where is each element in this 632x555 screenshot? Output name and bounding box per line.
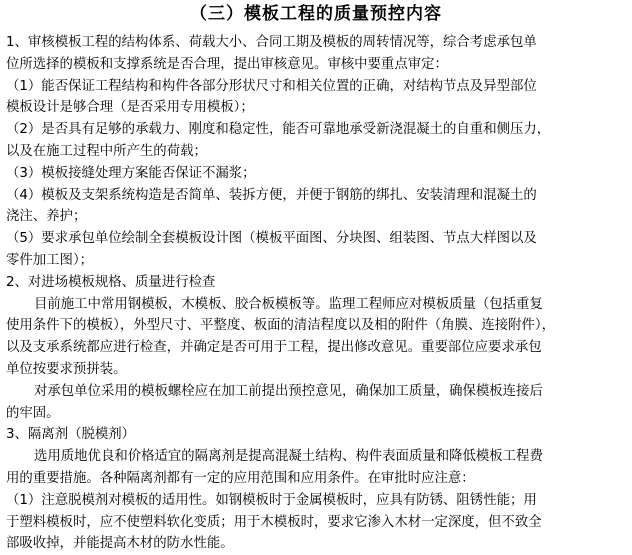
text-line: （2）是否具有足够的承载力、刚度和稳定性，能否可靠地承受新浇混凝土的自重和侧压力， [6, 122, 551, 138]
text-line: 1、审核模板工程的结构体系、荷载大小、合同工期及模板的周转情况等，综合考虑承包单 [6, 35, 537, 50]
text-line: （5）要求承包单位绘制全套模板设计图（模板平面图、分块图、组装图、节点大样图以及 [6, 231, 537, 247]
text-line: （1）能否保证工程结构和构件各部分形状尺寸和相关位置的正确，对结构节点及异型部位 [6, 78, 537, 94]
text-line: （4）模板及支架系统构造是否简单、装拆方便，并便于钢筋的绑扎、安装清理和混凝土的 [6, 187, 537, 203]
text-line: 浇注、养护； [6, 209, 87, 225]
text-line: 目前施工中常用钢模板，木模板、胶合板模板等。监理工程师应对模板质量（包括重复 [34, 296, 543, 312]
text-line: 单位按要求预拼装。 [6, 361, 127, 377]
text-line: 以及支承系统都应进行检查，并确定是否可用于工程，提出修改意见。重要部位应要求承包 [6, 340, 542, 356]
text-line: 于塑料模板时，应不使塑料软化变质；用于木模板时，要求它渗入木材一定深度，但不致全 [6, 514, 542, 530]
text-line: 3、隔离剂（脱模剂） [6, 427, 136, 443]
text-line: （3）模板接缝处理方案能否保证不漏浆； [6, 165, 256, 181]
document [6, 0, 626, 555]
text-line: 对承包单位采用的模板螺栓应在加工前提出预控意见，确保加工质量，确保模板连接后 [34, 383, 543, 399]
text-line: （1）注意脱模剂对模板的适用性。如钢模板时于金属模板时，应具有防锈、阻锈性能；用 [6, 492, 537, 508]
text-line: 位所选择的模板和支撑系统是否合理，提出审核意见。审核中要重点审定： [6, 56, 448, 72]
text-line: 选用质地优良和价格适宜的隔离剂是提高混凝土结构、构件表面质量和降低模板工程费 [34, 449, 543, 465]
text-line: 用的重要措施。各种隔离剂都有一定的应用范围和应用条件。在审批时应注意： [6, 470, 475, 486]
text-line: 使用条件下的模板），外型尺寸、平整度、板面的清洁程度以及相的附件（角膜、连接附件）， [6, 318, 556, 334]
text-line: 部吸收掉，并能提高木材的防水性能。 [6, 536, 234, 552]
text-line: 以及在施工过程中所产生的荷载； [6, 143, 207, 159]
document-body [6, 32, 626, 555]
text-line: 2、对进场模板规格、质量进行检查 [6, 274, 216, 290]
text-line: 零件加工图）； [6, 252, 94, 268]
text-line: 的牢固。 [6, 405, 60, 421]
document-title: （三）模板工程的质量预控内容 [190, 4, 442, 24]
text-line: 模板设计是够合理（是否采用专用模板）； [6, 100, 254, 116]
